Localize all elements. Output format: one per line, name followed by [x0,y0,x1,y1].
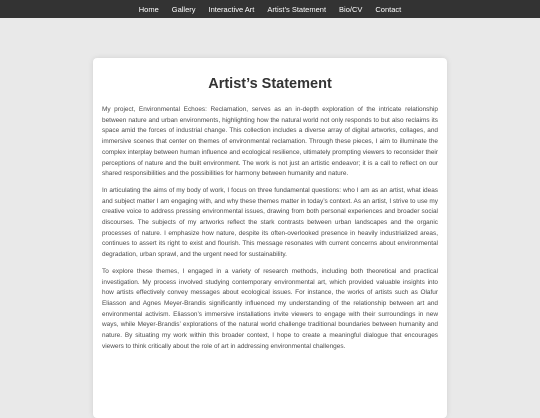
top-navigation-bar [0,0,540,18]
nav-link-interactive-art[interactable]: Interactive Art [208,4,255,14]
nav-link-contact[interactable]: Contact [375,4,402,14]
statement-paragraph-3: To explore these themes, I engaged in a variety of research methods, including both theoretical and practical investigation. My process involved studying contemporary environmental art, which provided valuable insights into how artists effectively convey messages about ecological issues. For instance, the works of artists such as Olafur Eliasson and Agnes Meyer-Brandis significantly influenced my understanding of the relationship between art and environmental activism. Eliasson’s immersive installations invite viewers to engage with their surroundings in new ways, while Meyer-Brandis’ explorations of the natural world challenge traditional boundaries between humanity and nature. By situating my work within this broader context, I hope to create a meaningful dialogue that encourages viewers to think critically about the role of art in addressing environmental challenges. [102,267,438,350]
page-title: Artist’s Statement [208,76,332,92]
nav-link-artists-statement[interactable]: Artist’s Statement [267,4,327,14]
nav-link-home[interactable]: Home [138,4,159,14]
nav-link-gallery[interactable]: Gallery [171,4,196,14]
statement-paragraph-1: My project, Environmental Echoes: Reclamation, serves as an in-depth exploration of the intricate relationship between nature and urban environments, highlighting how the natural world not only responds to but also reclaims its space amid the forces of industrial change. This collection includes a diverse array of digital artworks, collages, and immersive scenes that center on themes of environmental reclamation. Through these pieces, I aim to illuminate the complex interplay between human influence and ecological resilience, ultimately prompting viewers to reconsider their perceptions of nature and the built environment. The work is not just an artistic endeavor; it is a call to reflect on our shared responsibilities and the possibilities for harmony between humanity and nature. [102,106,438,178]
statement-card [93,58,447,418]
nav-link-bio-cv[interactable]: Bio/CV [339,4,363,14]
statement-paragraph-2: In articulating the aims of my body of work, I focus on three fundamental questions: who I am as an artist, what ideas and subject matter I am engaging with, and why these themes matter in today’s context. As an artist, I strive to use my creative voice to address pressing environmental issues, drawing from both personal experiences and broader social discourses. The subjects of my artworks reflect the stark contrasts between urban landscapes and the organic processes of nature. I emphasize how nature, despite its often-overlooked presence in heavily industrialized areas, continues to assert its right to exist and flourish. This message resonates with current concerns about environmental degradation, urban sprawl, and the urgent need for sustainability. [102,186,438,259]
